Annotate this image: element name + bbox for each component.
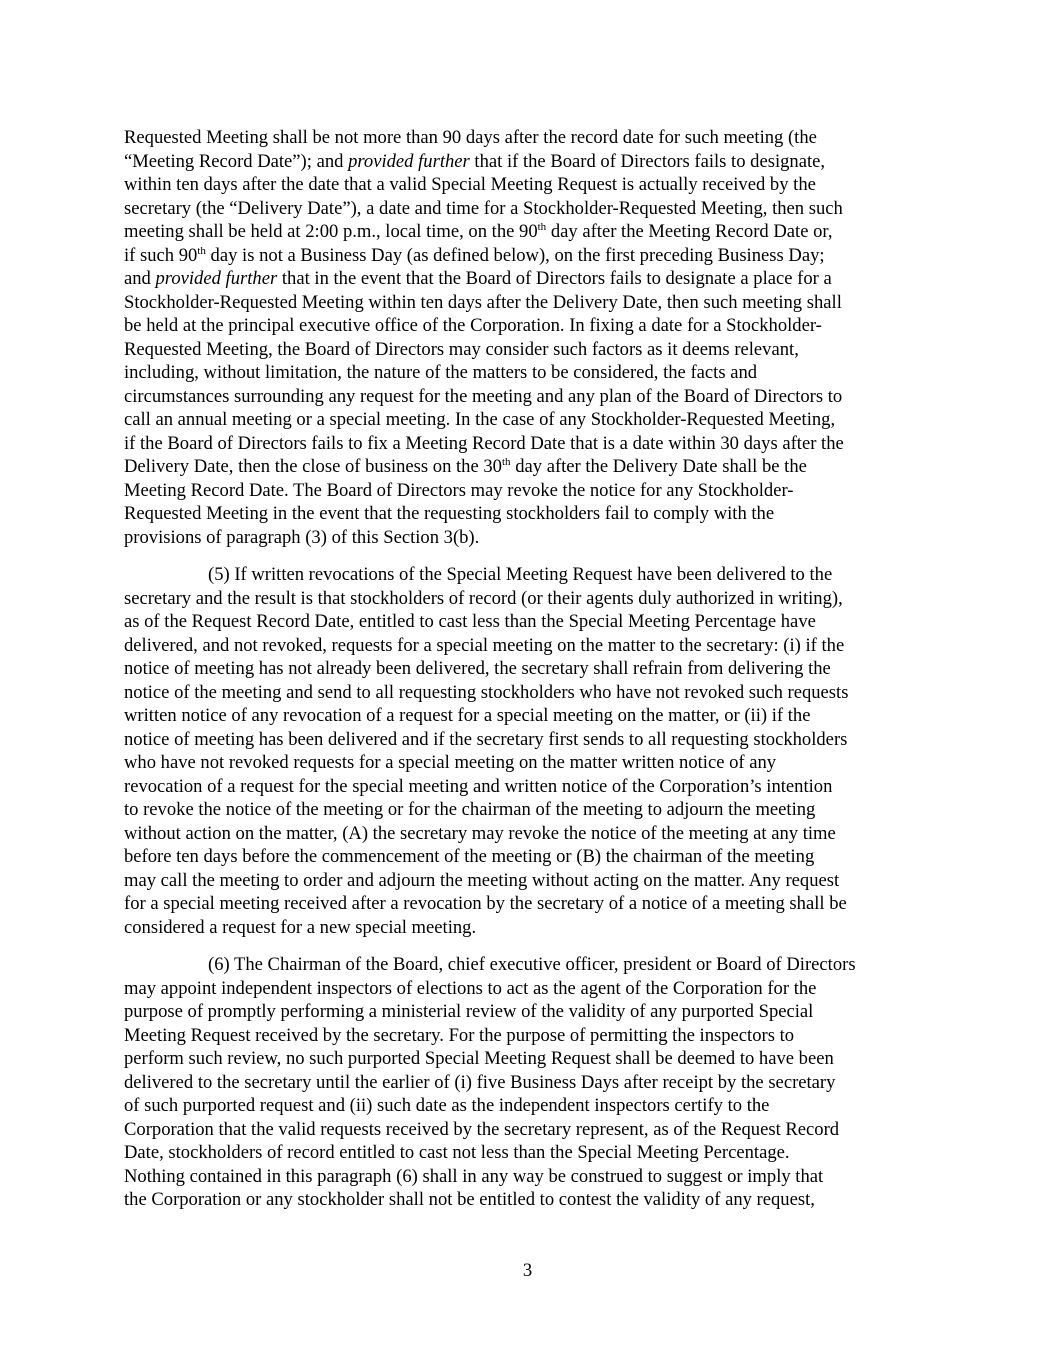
text-line: considered a request for a new special meeting. (124, 916, 477, 938)
text-line: meeting shall be held at 2:00 p.m., local time, on the 90th day after the Meeting Record Date or, (124, 221, 833, 242)
text-line: if the Board of Directors fails to fix a Meeting Record Date that is a date within 30 days after the (124, 432, 844, 454)
text-line: delivered to the secretary until the earlier of (i) five Business Days after receipt by the secretary (124, 1071, 836, 1093)
text-line: the Corporation or any stockholder shall not be entitled to contest the validity of any request, (124, 1189, 815, 1210)
text-line: Nothing contained in this paragraph (6) shall in any way be construed to suggest or imply that (124, 1165, 824, 1187)
text-line: call an annual meeting or a special meeting. In the case of any Stockholder-Requested Meeting, (124, 409, 836, 430)
text-line: Requested Meeting shall be not more than 90 days after the record date for such meeting (the (124, 127, 817, 148)
text-line: for a special meeting received after a revocation by the secretary of a notice of a meeting shall be (124, 893, 847, 914)
text-line: as of the Request Record Date, entitled to cast less than the Special Meeting Percentage have (124, 611, 816, 632)
text-line: before ten days before the commencement of the meeting or (B) the chairman of the meeting (124, 846, 815, 867)
text-line: Meeting Record Date. The Board of Directors may revoke the notice for any Stockholder- (124, 479, 794, 501)
text-line: Delivery Date, then the close of business on the 30th day after the Delivery Date shall be the (124, 456, 807, 477)
text-line: Meeting Request received by the secretary. For the purpose of permitting the inspectors to (124, 1024, 795, 1046)
text-line: Corporation that the valid requests received by the secretary represent, as of the Request Record (124, 1118, 840, 1140)
text-line: including, without limitation, the nature of the matters to be considered, the facts and (124, 362, 758, 383)
text-line: be held at the principal executive office of the Corporation. In fixing a date for a Stockholder- (124, 315, 822, 336)
text-line: written notice of any revocation of a request for a special meeting on the matter, or (ii) if the (124, 705, 811, 726)
text-line: without action on the matter, (A) the secretary may revoke the notice of the meeting at any time (124, 822, 836, 844)
text-line: to revoke the notice of the meeting or for the chairman of the meeting to adjourn the meeting (124, 799, 816, 820)
paragraph-6 (124, 953, 954, 1212)
text-line: may call the meeting to order and adjourn the meeting without acting on the matter. Any request (124, 869, 840, 891)
text-line: secretary (the “Delivery Date”), a date and time for a Stockholder-Requested Meeting, then such (124, 197, 843, 219)
text-line: who have not revoked requests for a special meeting on the matter written notice of any (124, 752, 777, 773)
text-line: purpose of promptly performing a ministerial review of the validity of any purported Special (124, 1001, 814, 1022)
text-line: of such purported request and (ii) such date as the independent inspectors certify to the (124, 1095, 770, 1116)
text-line: notice of meeting has not already been delivered, the secretary shall refrain from delivering the (124, 658, 831, 679)
text-line: secretary and the result is that stockholders of record (or their agents duly authorized in writing), (124, 587, 843, 609)
text-line: notice of the meeting and send to all requesting stockholders who have not revoked such requests (124, 681, 849, 703)
text-line: “Meeting Record Date”); and provided further that if the Board of Directors fails to designate, (124, 150, 826, 172)
text-line: (5) If written revocations of the Special Meeting Request have been delivered to the (208, 564, 833, 585)
text-line: provisions of paragraph (3) of this Section 3(b). (124, 526, 480, 548)
text-line: Date, stockholders of record entitled to cast not less than the Special Meeting Percentage. (124, 1142, 790, 1163)
text-line: within ten days after the date that a valid Special Meeting Request is actually received by the (124, 174, 816, 195)
text-line: perform such review, no such purported Special Meeting Request shall be deemed to have been (124, 1048, 834, 1069)
text-line: revocation of a request for the special meeting and written notice of the Corporation’s intention (124, 775, 833, 797)
text-line: notice of meeting has been delivered and if the secretary first sends to all requesting stockholders (124, 728, 848, 750)
page-number: 3 (522, 1260, 533, 1281)
text-line: if such 90th day is not a Business Day (as defined below), on the first preceding Business Day; (124, 244, 825, 266)
paragraph-4-continued (124, 126, 954, 549)
text-line: (6) The Chairman of the Board, chief executive officer, president or Board of Directors (208, 954, 856, 975)
text-line: Stockholder-Requested Meeting within ten days after the Delivery Date, then such meeting shall (124, 291, 842, 313)
text-line: circumstances surrounding any request for the meeting and any plan of the Board of Directors to (124, 385, 843, 407)
text-line: may appoint independent inspectors of elections to act as the agent of the Corporation for the (124, 977, 817, 999)
text-line: Requested Meeting, the Board of Directors may consider such factors as it deems relevant, (124, 338, 799, 360)
document-body (124, 126, 954, 1212)
text-line: Requested Meeting in the event that the requesting stockholders fail to comply with the (124, 503, 775, 524)
text-line: delivered, and not revoked, requests for a special meeting on the matter to the secretary: (i) if the (124, 634, 845, 656)
paragraph-5 (124, 563, 954, 939)
text-line: and provided further that in the event that the Board of Directors fails to designate a place for a (124, 268, 832, 289)
